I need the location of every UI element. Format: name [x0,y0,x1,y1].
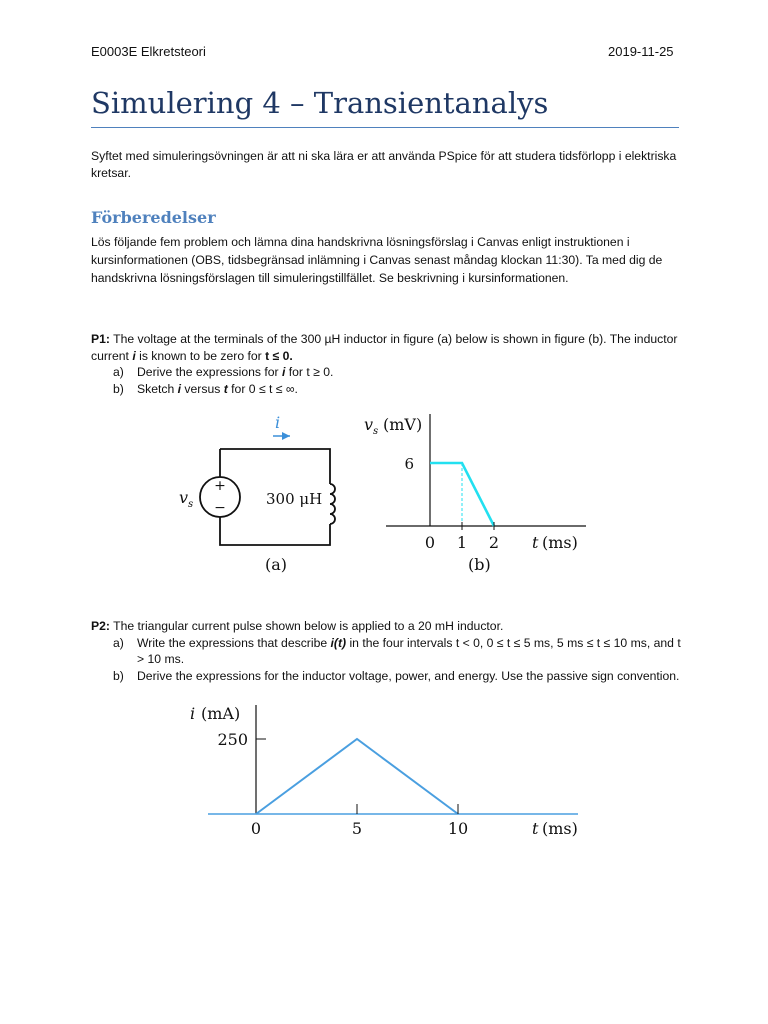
y-axis-label: i [190,704,196,723]
p1-text-b: is known to be zero for [135,348,266,363]
x-axis-unit: (ms) [542,819,578,838]
page-title: Simulering 4 – Transientanalys [91,86,549,120]
plus-sign: + [214,478,226,494]
p2-text: The triangular current pulse shown below is applied to a 20 mH inductor. [109,619,504,633]
y-tick-label: 250 [217,730,248,749]
course-code: E0003E Elkretsteori [91,44,206,59]
source-label: v [179,488,189,507]
p2-label: P2: [91,619,110,633]
p1-text-a: The voltage at the terminals of the 300 µH inductor in figure (a) below is shown in figure (b). The inductor current [91,332,678,363]
intro-paragraph: Syftet med simuleringsövningen är att ni ska lära er att använda PSpice för att studera tidsförlopp i elektriska kretsar. [91,149,677,180]
x-tick-label: 2 [488,533,500,552]
problem-p2 [91,618,681,684]
y-tick-label: 6 [404,455,414,473]
x-tick-label: 0 [424,533,436,552]
current-series-line [256,739,458,814]
list-item: b) Sketch i versus t for 0 ≤ t ≤ ∞. [113,381,298,396]
circuit-diagram [170,408,360,578]
current-label: i [275,413,281,432]
p1-condition: t ≤ 0. [265,348,293,363]
inductor-coil [330,484,335,524]
x-axis-unit: (ms) [542,533,578,552]
y-axis-label-sub: s [373,426,379,437]
p1-label: P1: [91,332,110,346]
vs-chart [360,408,590,578]
prep-paragraph: Lös följande fem problem och lämna dina handskrivna lösningsförslag i Canvas enligt instruktionen i kursinformationen (OBS, tidsbegränsad inlämning i Canvas senast måndag klockan 11:30). Ta med dig de handskrivna lösningsförslagen till simuleringstillfället. Se beskrivning i kursinformationen. [91,235,663,285]
x-tick-label: 5 [351,819,363,838]
p1-var-i: i [132,348,136,363]
caption-a: (a) [265,555,288,574]
x-tick-label: 1 [456,533,468,552]
x-axis-label: t [532,533,539,552]
x-tick-label: 10 [447,819,469,838]
caption-b: (b) [468,555,491,574]
list-item: a) Write the expressions that describe i(t) in the four intervals t < 0, 0 ≤ t ≤ 5 ms, 5 ms ≤ t ≤ 10 ms, and t > 10 ms. [113,635,681,667]
x-axis-label: t [532,819,539,838]
p2-list [91,635,681,685]
minus-sign: − [214,500,226,516]
title-underline [91,127,679,128]
p1-list [91,364,681,397]
x-tick-label: 0 [250,819,262,838]
inductor-label: 300 μH [266,490,323,508]
document-date: 2019-11-25 [608,44,674,59]
y-axis-unit: (mA) [201,704,241,723]
y-axis-label: v [364,415,374,434]
section-heading: Förberedelser [91,208,216,227]
current-pulse-chart [180,700,590,845]
list-item: b) Derive the expressions for the inductor voltage, power, and energy. Use the passive sign convention. [113,668,680,683]
source-subscript: s [188,499,194,510]
problem-p1 [91,331,681,397]
y-axis-unit: (mV) [383,415,423,434]
list-item: a) Derive the expressions for i for t ≥ 0. [113,365,334,380]
